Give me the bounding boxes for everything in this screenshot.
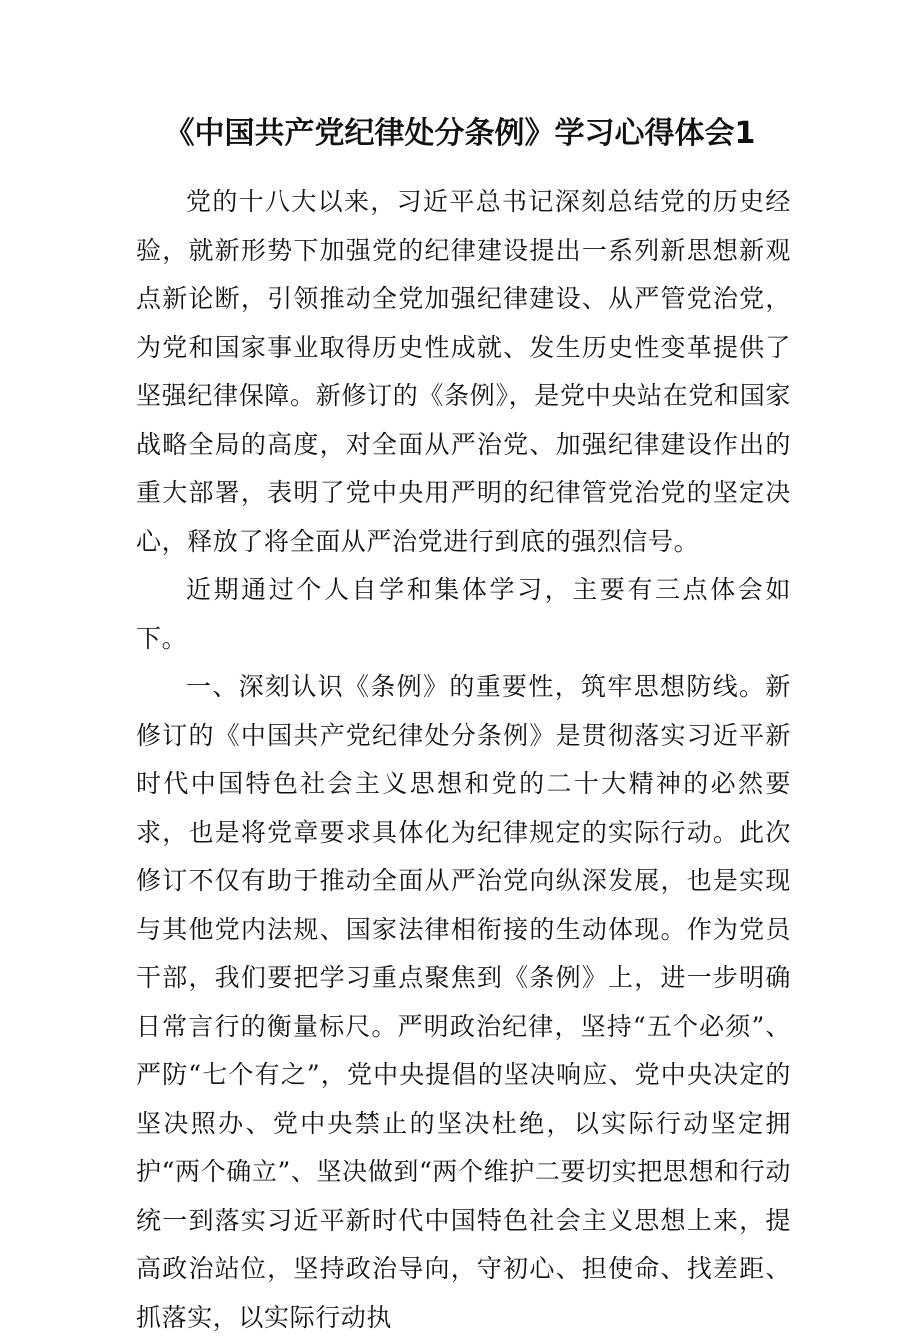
paragraph-point-one: 一、深刻认识《条例》的重要性，筑牢思想防线。新修订的《中国共产党纪律处分条例》是贯彻落实习近平新时代中国特色社会主义思想和党的二十大精神的必然要求，也是将党章要求具体化为纪律规定的实际行动。此次修订不仅有助于推动全面从严治党向纵深发展，也是实现与其他党内法规、国家法律相衔接的生动体现。作为党员干部，我们要把学习重点聚焦到《条例》上，进一步明确日常言行的衡量标尺。严明政治纪律，坚持“五个必须”、严防“七个有之”，党中央提倡的坚决响应、党中央决定的坚决照办、党中央禁止的坚决杜绝，以实际行动坚定拥护“两个确立”、坚决做到“两个维护二要切实把思想和行动统一到落实习近平新时代中国特色社会主义思想上来，提高政治站位，坚持政治导向，守初心、担使命、找差距、抓落实，以实际行动执 xyxy=(136,672,791,1332)
document-title: 《中国共产党纪律处分条例》学习心得体会1 xyxy=(164,116,756,151)
paragraph-summary: 近期通过个人自学和集体学习，主要有三点体会如下。 xyxy=(136,575,791,653)
paragraph-intro: 党的十八大以来，习近平总书记深刻总结党的历史经验，就新形势下加强党的纪律建设提出一系列新思想新观点新论断，引领推动全党加强纪律建设、从严管党治党，为党和国家事业取得历史性成就、发生历史性变革提供了坚强纪律保障。新修订的《条例》，是党中央站在党和国家战略全局的高度，对全面从严治党、加强纪律建设作出的重大部署，表明了党中央用严明的纪律管党治党的坚定决心，释放了将全面从严治党进行到底的强烈信号。 xyxy=(136,187,791,556)
document-body xyxy=(136,178,791,1342)
